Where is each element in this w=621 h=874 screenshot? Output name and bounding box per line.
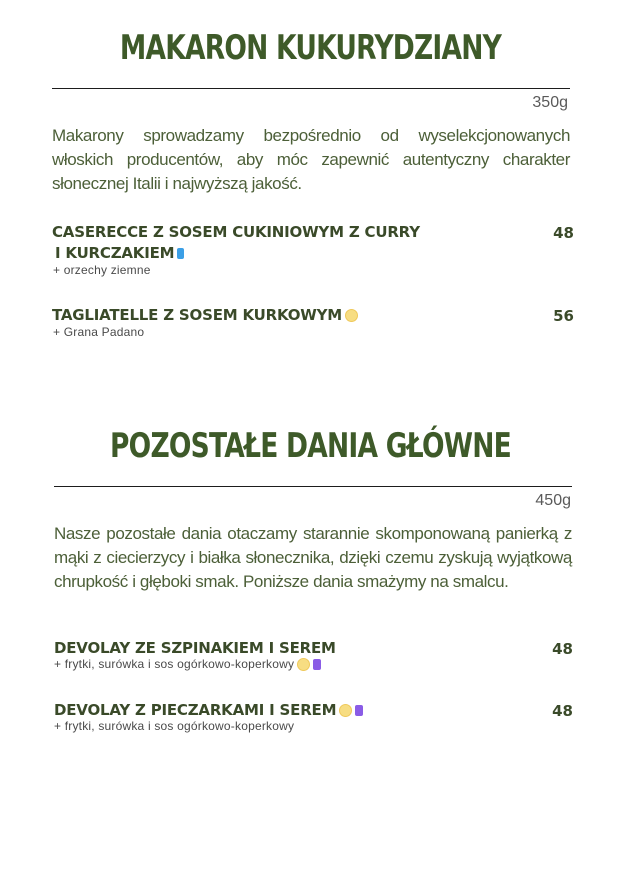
dish-price: 48 [552,640,573,658]
yellow-allergen-icon [297,658,310,671]
dish-name [54,638,474,659]
dish-note: + frytki, surówka i sos ogórkowo-koperkowy [54,719,295,733]
section-title-pasta: MAKARON KUKURYDZIANY [119,28,502,68]
dish-price: 48 [553,224,574,242]
blue-allergen-icon [177,248,184,259]
purple-allergen-icon [313,659,321,670]
section-description: Nasze pozostałe dania otaczamy starannie skomponowaną panierką z mąki z ciecierzycy i białka słonecznika, dzięki czemu zyskują wyjątkową chrupkość i głęboki smak. Poniższe dania smażymy na smalcu. [54,524,572,591]
dish-name-text: DEVOLAY ZE SZPINAKIEM I SEREM [54,639,336,657]
purple-allergen-icon [355,705,363,716]
yellow-allergen-icon [345,309,358,322]
dish-name [54,700,474,721]
dish-name [52,222,472,264]
dish-name-text: TAGLIATELLE Z SOSEM KURKOWYM [52,306,343,324]
dish-price: 56 [553,307,574,325]
section-description: Makarony sprowadzamy bezpośrednio od wyselekcjonowanych włoskich producentów, aby móc zapewnić autentyczny charakter słonecznej Italii i najwyższą jakość. [52,126,570,193]
dish-name-line1: CASERECCE Z SOSEM CUKINIOWYM Z CURRY [52,223,420,241]
dish-name [52,305,472,326]
dish-price: 48 [552,702,573,720]
section-title-main-dishes: POZOSTAŁE DANIA GŁÓWNE [110,426,511,466]
dish-name-text: DEVOLAY Z PIECZARKAMI I SEREM [54,701,337,719]
dish-note-text: + frytki, surówka i sos ogórkowo-koperkowy [54,657,295,671]
yellow-allergen-icon [339,704,352,717]
section-divider [54,486,572,487]
portion-weight: 450g [535,492,571,509]
section-divider [52,88,570,89]
dish-note [54,657,321,671]
dish-note: + Grana Padano [53,325,145,339]
dish-name-line2: I KURCZAKIEM [55,244,175,262]
dish-note: + orzechy ziemne [53,263,151,277]
portion-weight: 350g [532,94,568,111]
